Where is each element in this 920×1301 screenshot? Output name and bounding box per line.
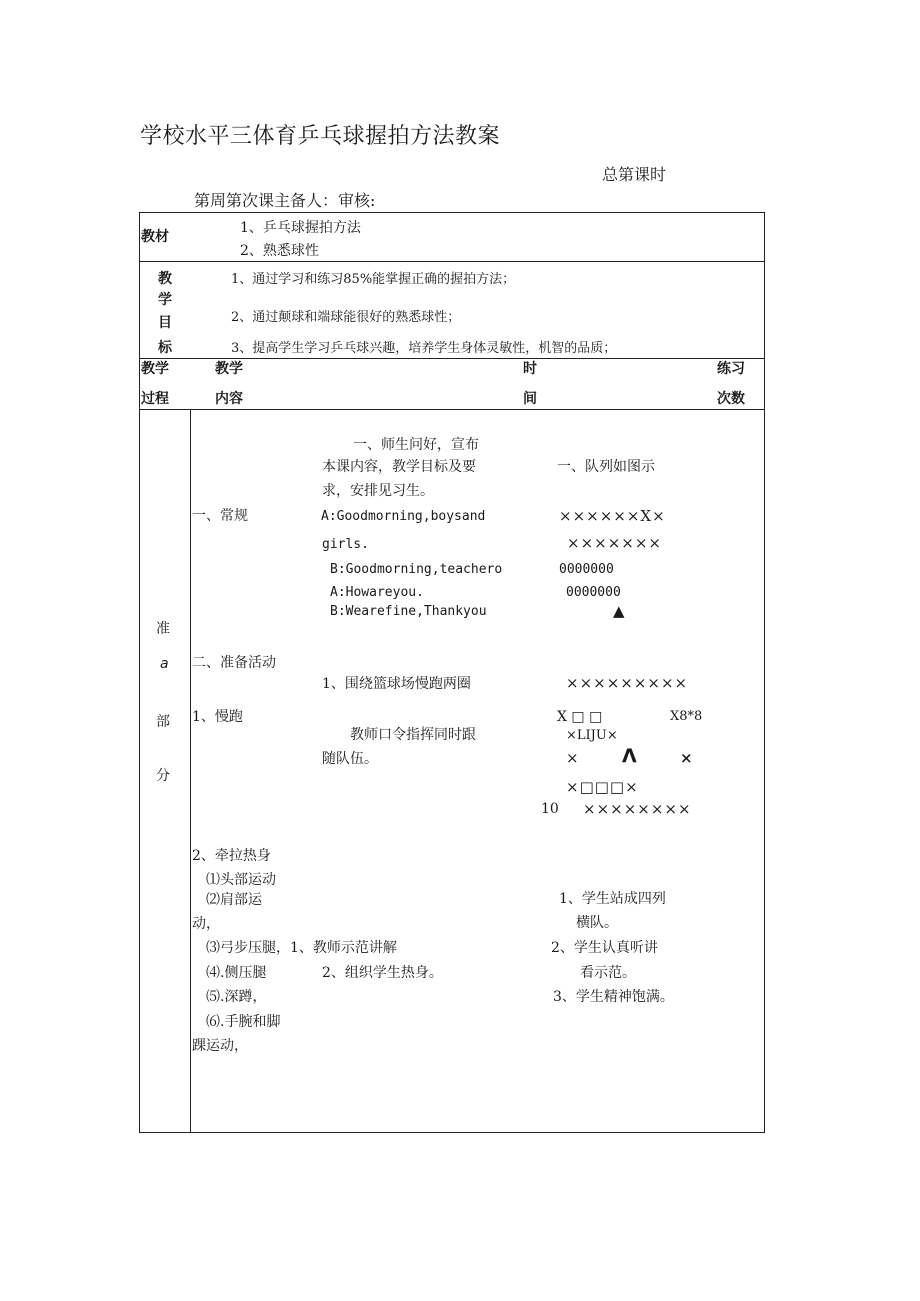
section-label-char: 部 bbox=[156, 714, 170, 730]
jog-heading: 1、慢跑 bbox=[192, 709, 243, 725]
routine-intro-line: 求，安排见习生。 bbox=[322, 483, 434, 499]
section-label-char: 准 bbox=[156, 621, 170, 637]
meta-line: 第周第次课主备人：审核: bbox=[194, 191, 376, 210]
routine-intro-line: 一、师生问好，宣布 bbox=[353, 437, 479, 453]
routine-intro-line: 本课内容，教学目标及要 bbox=[322, 459, 476, 475]
objective-item: 1、通过学习和练习85%能掌握正确的握拍方法； bbox=[231, 272, 516, 287]
jog-diagram-label: X8*8 bbox=[670, 709, 703, 724]
stretch-item: ⑹.手腕和脚 bbox=[206, 1014, 281, 1030]
formation-row: ××××××× bbox=[567, 534, 662, 552]
dialogue-line: B:Wearefine,Thankyou bbox=[330, 604, 487, 619]
stretch-item: ⑷.侧压腿 bbox=[206, 965, 267, 981]
objectives-label-char: 学 bbox=[158, 292, 172, 308]
process-header-col4: 练习 bbox=[717, 361, 745, 377]
jog-diagram-mark: × bbox=[566, 749, 579, 767]
process-header-col3: 时 bbox=[523, 361, 537, 377]
student-note: 1、学生站成四列 bbox=[559, 891, 666, 907]
objectives-label-char: 标 bbox=[158, 340, 172, 356]
objective-item: 2、通过颠球和端球能很好的熟悉球性； bbox=[231, 310, 461, 325]
table-border-top bbox=[139, 212, 765, 213]
student-note: 2、学生认真听讲 bbox=[551, 940, 658, 956]
objectives-label-char: 目 bbox=[158, 315, 172, 331]
jog-task: 1、围绕篮球场慢跑两圈 bbox=[322, 676, 471, 692]
row-divider bbox=[139, 261, 765, 262]
dialogue-line: girls. bbox=[322, 537, 369, 552]
jog-diagram-row: ×□□□× bbox=[566, 778, 639, 796]
jog-diagram-row: ××××××××× bbox=[566, 674, 689, 692]
jog-diagram-row: ×LIJU× bbox=[566, 728, 618, 743]
material-item: 2、熟悉球性 bbox=[240, 243, 319, 259]
material-label: 教材 bbox=[141, 229, 169, 245]
stretch-heading: 2、牵拉热身 bbox=[192, 848, 271, 864]
process-header-col1: 教学 bbox=[141, 361, 169, 377]
warmup-heading: 二、准备活动 bbox=[192, 655, 276, 671]
formation-row: ××××××X× bbox=[559, 507, 666, 525]
student-note: 看示范。 bbox=[580, 965, 636, 981]
formation-label: 一、队列如图示 bbox=[557, 459, 655, 475]
stretch-item: 踝运动， bbox=[192, 1038, 248, 1054]
dialogue-line: A:Goodmorning,boysand bbox=[321, 509, 486, 524]
process-header-col4: 次数 bbox=[717, 391, 745, 407]
page-title: 学校水平三体育乒乓球握拍方法教案 bbox=[140, 124, 501, 149]
table-border-right bbox=[764, 212, 765, 1133]
process-header-col2: 教学 bbox=[215, 361, 243, 377]
table-border-left bbox=[139, 212, 140, 1133]
process-header-col3: 间 bbox=[523, 391, 537, 407]
dialogue-line: B:Goodmorning,teachero bbox=[330, 562, 503, 577]
dialogue-line: A:Howareyou. bbox=[330, 585, 424, 600]
objectives-label-char: 教 bbox=[158, 271, 172, 287]
objective-item: 3、提高学生学习乒乓球兴趣，培养学生身体灵敏性，机智的品质； bbox=[231, 341, 617, 356]
stretch-item: ⑶弓步压腿，1、教师示范讲解 bbox=[206, 940, 397, 956]
row-divider bbox=[139, 358, 765, 359]
stretch-item: ⑴头部运动 bbox=[206, 872, 276, 888]
jog-diagram-row: ×××××××× bbox=[583, 800, 692, 818]
jog-diagram-number: 10 bbox=[541, 801, 559, 817]
table-border-bottom bbox=[139, 1132, 765, 1133]
jog-diagram-mark: × bbox=[680, 749, 693, 767]
jog-diagram-row: X □ □ bbox=[557, 709, 603, 725]
stretch-item: ⑵肩部运 bbox=[206, 892, 262, 908]
teacher-triangle-icon: ▲ bbox=[613, 602, 625, 620]
section-label-char: 分 bbox=[156, 768, 170, 784]
material-item: 1、乒乓球握拍方法 bbox=[240, 220, 361, 236]
column-divider bbox=[190, 409, 191, 1132]
teacher-organize: 2、组织学生热身。 bbox=[322, 965, 443, 981]
jog-note-line: 随队伍。 bbox=[322, 751, 378, 767]
jog-diagram-mark: Λ bbox=[622, 745, 637, 767]
section-label-char: a bbox=[160, 656, 169, 672]
row-divider bbox=[139, 409, 765, 410]
stretch-item: ⑸.深蹲， bbox=[206, 989, 267, 1005]
jog-note-line: 教师口令指挥同时跟 bbox=[350, 727, 476, 743]
process-header-col2: 内容 bbox=[215, 391, 243, 407]
formation-row: 0000000 bbox=[566, 585, 621, 600]
routine-heading: 一、常规 bbox=[192, 508, 248, 524]
process-header-col1: 过程 bbox=[141, 391, 169, 407]
student-note: 横队。 bbox=[576, 915, 618, 931]
total-lesson-label: 总第课时 bbox=[602, 165, 667, 184]
student-note: 3、学生精神饱满。 bbox=[553, 989, 674, 1005]
formation-row: 0000000 bbox=[559, 562, 614, 577]
stretch-item: 动， bbox=[192, 916, 220, 932]
